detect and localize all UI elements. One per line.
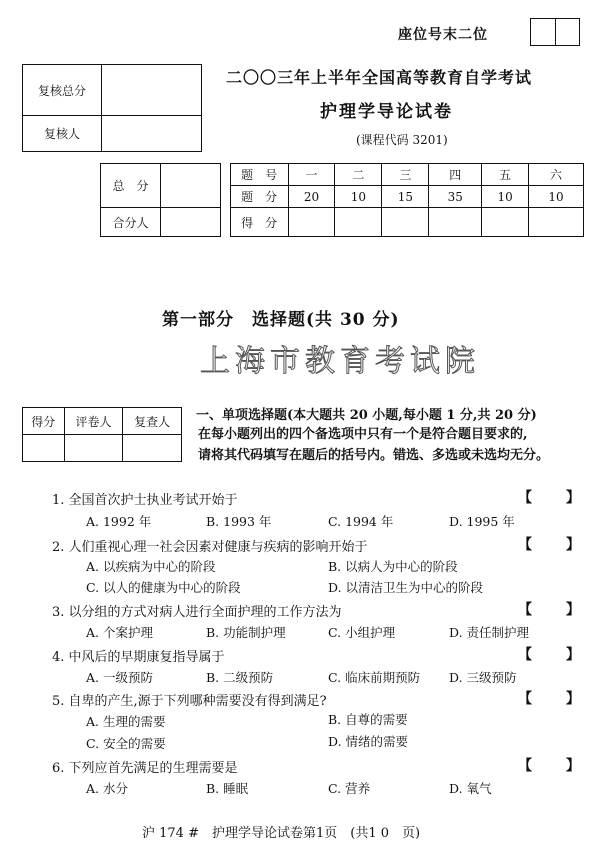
question-points: 15 — [382, 186, 429, 208]
question-number: 二 — [335, 164, 382, 186]
option-c: C. 安全的需要 — [86, 736, 166, 751]
grader-score-cell[interactable] — [23, 435, 65, 462]
option-a: A. 水分 — [86, 781, 128, 796]
answer-bracket-open[interactable]: 【 — [518, 647, 532, 663]
score-table — [100, 163, 584, 237]
grader-table — [22, 407, 182, 462]
option-c: C. 以人的健康为中心的阶段 — [86, 580, 241, 595]
question-number: 六 — [529, 164, 584, 186]
answer-bracket-close[interactable]: 】 — [566, 537, 580, 553]
section-instruction-line: 请将其代码填写在题后的括号内。错选、多选或未选均无分。 — [198, 448, 550, 463]
question-stem: 1. 全国首次护士执业考试开始于 — [52, 493, 238, 508]
option-a: A. 生理的需要 — [86, 714, 166, 729]
question-points: 20 — [288, 186, 335, 208]
answer-bracket-close[interactable]: 】 — [566, 490, 580, 506]
option-b: B. 二级预防 — [206, 670, 274, 685]
answer-bracket-close[interactable]: 】 — [566, 647, 580, 663]
option-a: A. 1992 年 — [86, 514, 152, 529]
answer-bracket-open[interactable]: 【 — [518, 758, 532, 774]
part-title: 第一部分 选择题(共 30 分) — [162, 310, 400, 330]
answer-bracket-close[interactable]: 】 — [566, 691, 580, 707]
question-number: 一 — [288, 164, 335, 186]
score-earned-cell[interactable] — [335, 208, 382, 237]
total-score-cell[interactable] — [160, 164, 220, 208]
question-number: 三 — [382, 164, 429, 186]
exam-subject: 护理学导论试卷 — [320, 102, 453, 122]
question-stem: 4. 中风后的早期康复指导属于 — [52, 650, 225, 665]
option-c: C. 临床前期预防 — [328, 670, 421, 685]
combiner-label: 合分人 — [101, 208, 161, 237]
option-d: D. 责任制护理 — [449, 625, 530, 640]
answer-bracket-open[interactable]: 【 — [518, 691, 532, 707]
answer-bracket-close[interactable]: 】 — [566, 758, 580, 774]
score-earned-cell[interactable] — [429, 208, 482, 237]
question-number-header: 题 号 — [230, 164, 288, 186]
score-earned-cell[interactable] — [482, 208, 529, 237]
seat-digit-box-2[interactable] — [555, 19, 580, 45]
option-b: B. 以病人为中心的阶段 — [328, 559, 458, 574]
section-heading-title: 一、单项选择题 — [196, 408, 288, 423]
option-a: A. 个案护理 — [86, 625, 153, 640]
question-stem: 3. 以分组的方式对病人进行全面护理的工作方法为 — [52, 605, 342, 620]
section-instruction-line: 在每小题列出的四个备选项中只有一个是符合题目要求的, — [198, 427, 528, 442]
option-b: B. 睡眠 — [206, 781, 249, 796]
question-points-header: 题 分 — [230, 186, 288, 208]
answer-bracket-open[interactable]: 【 — [518, 490, 532, 506]
combiner-cell[interactable] — [160, 208, 220, 237]
grader-reviewer-cell[interactable] — [123, 435, 182, 462]
option-d: D. 以清洁卫生为中心的阶段 — [328, 580, 484, 595]
review-table — [22, 64, 202, 152]
option-d: D. 情绪的需要 — [328, 734, 409, 749]
review-person-cell[interactable] — [102, 116, 202, 152]
option-c: C. 营养 — [328, 781, 371, 796]
option-a: A. 以疾病为中心的阶段 — [86, 559, 216, 574]
option-c: C. 1994 年 — [328, 514, 394, 529]
page-footer: 沪 174 # 护理学导论试卷第1页 (共1 0 页) — [142, 826, 421, 841]
question-points: 10 — [335, 186, 382, 208]
question-number: 四 — [429, 164, 482, 186]
grader-header-score: 得分 — [23, 408, 65, 435]
option-b: B. 功能制护理 — [206, 625, 286, 640]
grader-header-grader: 评卷人 — [64, 408, 123, 435]
option-b: B. 自尊的需要 — [328, 712, 408, 727]
section-heading-detail: (本大题共 20 小题,每小题 1 分,共 20 分) — [287, 408, 537, 423]
answer-bracket-open[interactable]: 【 — [518, 602, 532, 618]
total-score-label: 总 分 — [101, 164, 161, 208]
option-d: D. 1995 年 — [449, 514, 515, 529]
question-stem: 2. 人们重视心理一社会因素对健康与疾病的影响开始于 — [52, 540, 368, 555]
option-d: D. 三级预防 — [449, 670, 517, 685]
answer-bracket-open[interactable]: 【 — [518, 537, 532, 553]
question-stem: 6. 下列应首先满足的生理需要是 — [52, 761, 238, 776]
question-points: 10 — [482, 186, 529, 208]
question-points: 35 — [429, 186, 482, 208]
score-earned-cell[interactable] — [529, 208, 584, 237]
seat-number-label: 座位号末二位 — [398, 27, 488, 43]
option-d: D. 氧气 — [449, 781, 492, 796]
review-total-label: 复核总分 — [23, 65, 102, 116]
seat-digit-box-1[interactable] — [531, 19, 555, 45]
question-number: 五 — [482, 164, 529, 186]
option-b: B. 1993 年 — [206, 514, 272, 529]
section-heading — [196, 404, 537, 423]
score-table-gap — [220, 164, 230, 237]
seat-number-boxes[interactable] — [530, 18, 580, 46]
review-total-cell[interactable] — [102, 65, 202, 116]
grader-grader-cell[interactable] — [64, 435, 123, 462]
answer-bracket-close[interactable]: 】 — [566, 602, 580, 618]
exam-title: 二〇〇三年上半年全国高等教育自学考试 — [226, 68, 533, 87]
score-earned-cell[interactable] — [288, 208, 335, 237]
question-points: 10 — [529, 186, 584, 208]
score-earned-cell[interactable] — [382, 208, 429, 237]
score-earned-header: 得 分 — [230, 208, 288, 237]
grader-header-reviewer: 复查人 — [123, 408, 182, 435]
watermark: 上海市教育考试院 — [200, 344, 480, 379]
option-a: A. 一级预防 — [86, 670, 153, 685]
review-person-label: 复核人 — [23, 116, 102, 152]
course-code: (课程代码 3201) — [356, 133, 448, 147]
question-stem: 5. 自卑的产生,源于下列哪种需要没有得到满足? — [52, 694, 327, 709]
option-c: C. 小组护理 — [328, 625, 396, 640]
